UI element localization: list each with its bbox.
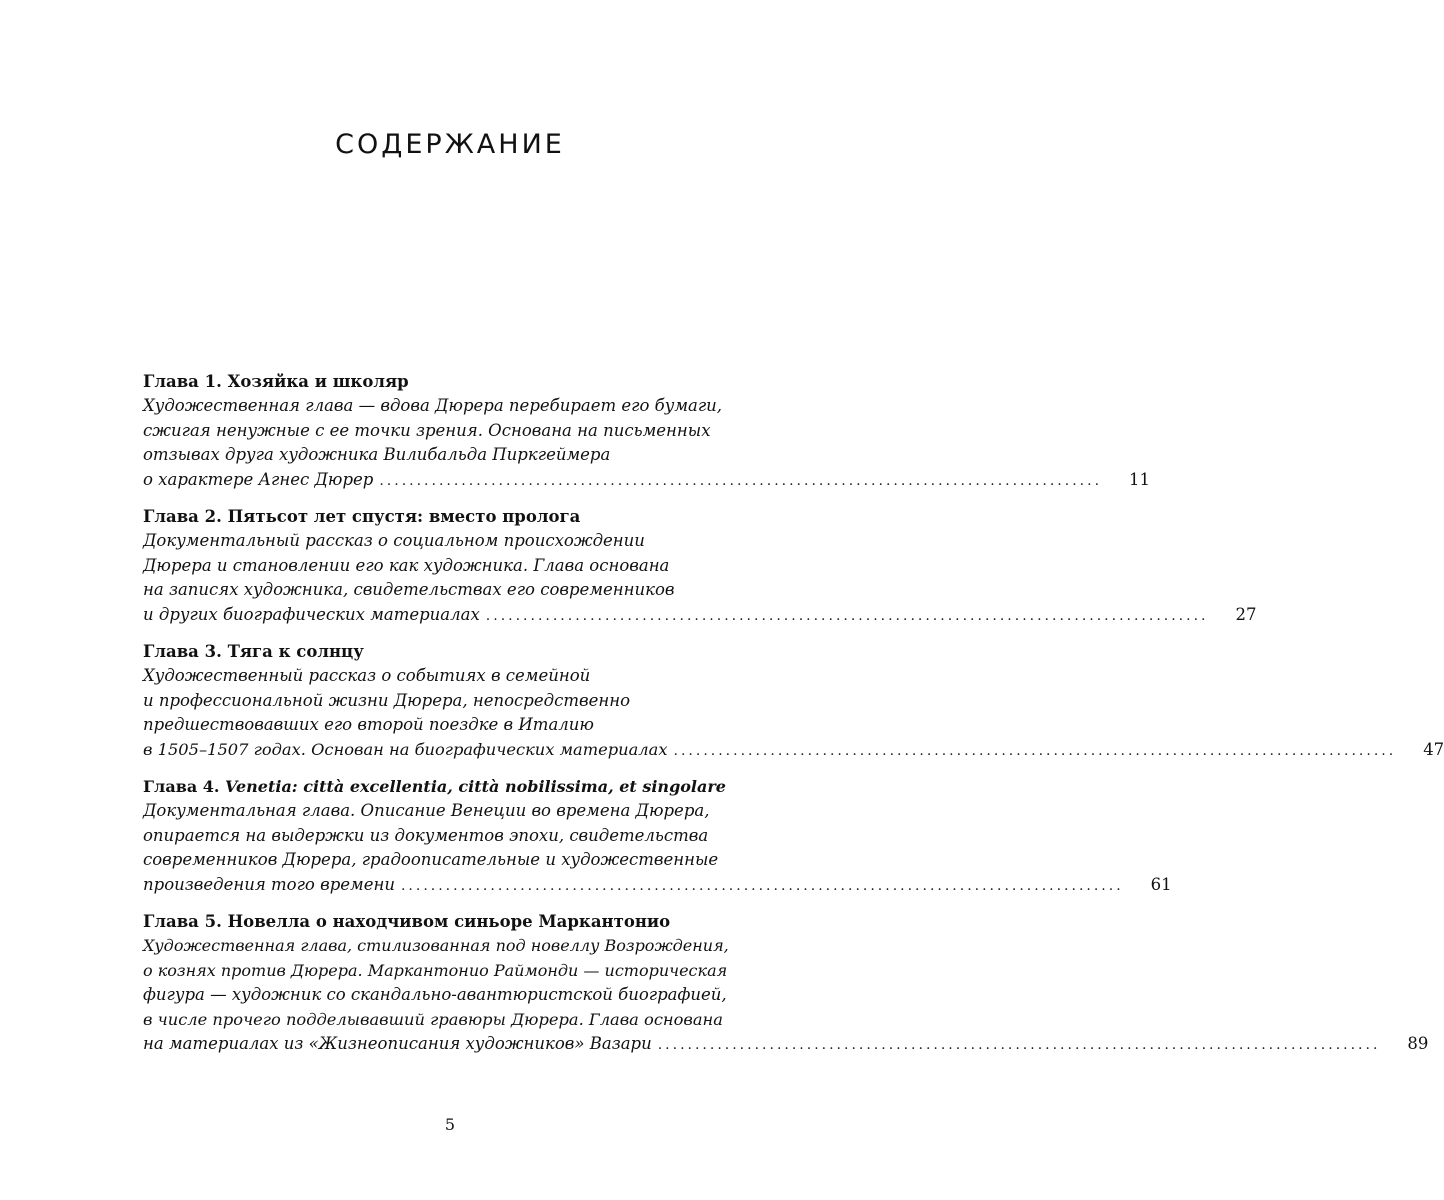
toc-entry-3 — [143, 640, 1444, 762]
toc-entry-5 — [143, 910, 1429, 1057]
chapter-description-line: Художественная глава, стилизованная под новеллу Возрождения, — [143, 936, 729, 955]
page-number: 47 — [1423, 739, 1444, 759]
toc-entry-heading — [143, 640, 730, 664]
chapter-number: Глава 2. — [143, 507, 228, 526]
dot-leader: ................................................................................................. — [485, 607, 1209, 624]
page-number: 11 — [1129, 469, 1151, 489]
chapter-description-line: Документальный рассказ о социальном происхождении — [143, 531, 645, 550]
chapter-description-line: Художественная глава — вдова Дюрера перебирает его бумаги, — [143, 396, 723, 415]
chapter-description-line: на записях художника, свидетельствах его современников — [143, 580, 675, 599]
dot-leader: ................................................................................................. — [657, 1037, 1381, 1053]
toc-entry-heading — [143, 775, 730, 799]
dot-leader: ................................................................................................. — [400, 877, 1124, 894]
dot-leader: ................................................................................................. — [673, 742, 1397, 759]
chapter-title: Тяга к солнцу — [227, 642, 364, 661]
chapter-last-line — [143, 1032, 1429, 1057]
page-number: 61 — [1150, 874, 1172, 894]
chapter-description-line: сжигая ненужные с ее точки зрения. Основана на письменных — [143, 420, 711, 440]
chapter-description-line: современников Дюрера, градоописательные и художественные — [143, 850, 719, 869]
chapter-description-line: о кознях против Дюрера. Маркантонио Раймонди — историческая — [143, 960, 728, 980]
chapter-description-line: в числе прочего подделывавший гравюры Дюрера. Глава основана — [143, 1009, 723, 1029]
chapter-description-line: отзывах друга художника Вилибальда Пиркгеймера — [143, 445, 611, 464]
chapter-description-line: о характере Агнес Дюрер — [143, 469, 374, 489]
page-title: СОДЕРЖАНИЕ — [335, 129, 565, 160]
toc-entry-1 — [143, 370, 1151, 492]
toc-entry-heading — [143, 910, 730, 934]
chapter-last-line — [143, 603, 1257, 628]
chapter-number: Глава 5. — [143, 912, 228, 931]
chapter-title: Хозяйка и школяр — [227, 372, 409, 391]
chapter-number: Глава 3. — [143, 642, 228, 661]
chapter-title: Venetia: città excellentia, città nobilissima, et singolare — [225, 777, 726, 796]
dot-leader: ................................................................................................. — [379, 472, 1103, 489]
toc-entry-4 — [143, 775, 1172, 897]
chapter-title: Новелла о находчивом синьоре Маркантонио — [227, 912, 671, 931]
chapter-last-line — [143, 738, 1444, 763]
chapter-description-line: Дюрера и становлении его как художника. Глава основана — [143, 555, 670, 575]
table-of-contents — [143, 370, 1444, 1070]
toc-entry-2 — [143, 505, 1257, 627]
folio-page-number: 5 — [444, 1115, 456, 1134]
chapter-last-line — [143, 468, 1151, 493]
chapter-description-line: и других биографических материалах — [143, 604, 480, 624]
page-number: 89 — [1407, 1034, 1429, 1053]
chapter-description-line: фигура — художник со скандально-авантюристской биографией, — [143, 985, 727, 1004]
chapter-title: Пятьсот лет спустя: вместо пролога — [227, 507, 581, 526]
chapter-description-line: опирается на выдержки из документов эпохи, свидетельства — [143, 825, 709, 845]
chapter-description-line: в 1505–1507 годах. Основан на биографических материалах — [143, 739, 668, 759]
chapter-description-line: Художественный рассказ о событиях в семейной — [143, 666, 591, 685]
chapter-number: Глава 4. — [143, 777, 226, 796]
page-number: 27 — [1235, 604, 1257, 624]
chapter-number: Глава 1. — [143, 372, 228, 391]
chapter-last-line — [143, 873, 1172, 898]
chapter-description-line: на материалах из «Жизнеописания художников» Вазари — [143, 1034, 652, 1053]
chapter-description-line: произведения того времени — [143, 874, 395, 894]
toc-entry-heading — [143, 505, 730, 529]
toc-entry-heading — [143, 370, 730, 394]
chapter-description-line: Документальная глава. Описание Венеции во времена Дюрера, — [143, 801, 710, 820]
chapter-description-line: и профессиональной жизни Дюрера, непосредственно — [143, 690, 631, 710]
chapter-description-line: предшествовавших его второй поездке в Италию — [143, 715, 594, 734]
